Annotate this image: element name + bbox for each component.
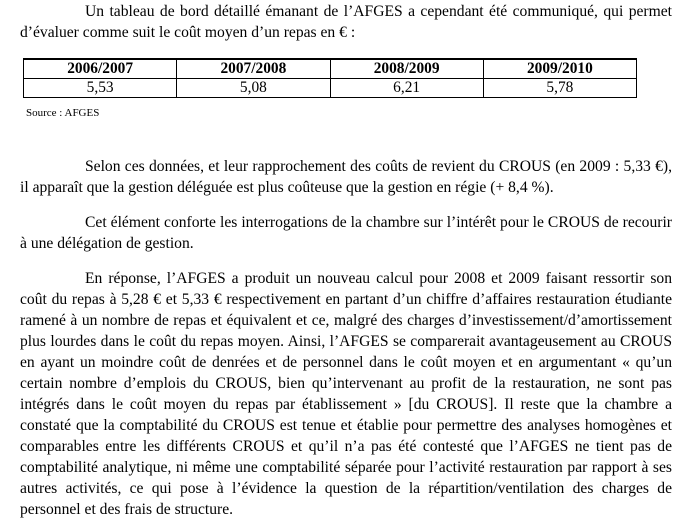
paragraph-conclusion: Cet élément conforte les interrogations de la chambre sur l’intérêt pour le CROUS de recourir à une délégation de gestion.	[20, 214, 672, 252]
header-cell: 2006/2007	[24, 59, 177, 79]
value-cell: 6,21	[330, 79, 483, 98]
header-cell: 2007/2008	[177, 59, 330, 79]
value-cell: 5,53	[24, 79, 177, 98]
table-header-row	[24, 59, 637, 79]
table-source-note: Source : AFGES	[26, 107, 100, 119]
value-cell: 5,78	[483, 79, 636, 98]
value-cell: 5,08	[177, 79, 330, 98]
header-cell: 2008/2009	[330, 59, 483, 79]
table-value-row	[24, 79, 637, 98]
paragraph-response: En réponse, l’AFGES a produit un nouveau calcul pour 2008 et 2009 faisant ressortir son coût du repas à 5,28 € et 5,33 € respectivement en partant d’un chiffre d’affaires restauration étudiante ramené à un nombre de repas et équivalent et ce, malgré des charges d’investissement/d’amortissement plus lourdes dans le coût du repas moyen. Ainsi, l’AFGES se comparerait avantageusement au CROUS en ayant un moindre coût de denrées et de personnel dans le coût moyen et en argumentant « qu’un certain nombre d’emplois du CROUS, bien qu’intervenant au profit de la restauration, ne sont pas intégrés dans le coût moyen du repas par établissement » [du CROUS]. Il reste que la chambre a constaté que la comptabilité du CROUS est tenue et établie pour permettre des analyses homogènes et comparables entre les différents CROUS et qu’il n’a pas été contesté que l’AFGES ne tient pas de comptabilité analytique, ni même une comptabilité séparée pour l’activité restauration par rapport à ses autres activités, ce qui pose à l’évidence la question de la répartition/ventilation des charges de personnel et des frais de structure.	[20, 270, 672, 518]
meal-cost-table	[23, 58, 637, 98]
header-cell: 2009/2010	[483, 59, 636, 79]
intro-paragraph: Un tableau de bord détaillé émanant de l’AFGES a cependant été communiqué, qui permet d’évaluer comme suit le coût moyen d’un repas en € :	[20, 3, 672, 41]
paragraph-comparison: Selon ces données, et leur rapprochement des coûts de revient du CROUS (en 2009 : 5,33 €), il apparaît que la gestion déléguée est plus coûteuse que la gestion en régie (+ 8,4 %).	[20, 158, 672, 196]
